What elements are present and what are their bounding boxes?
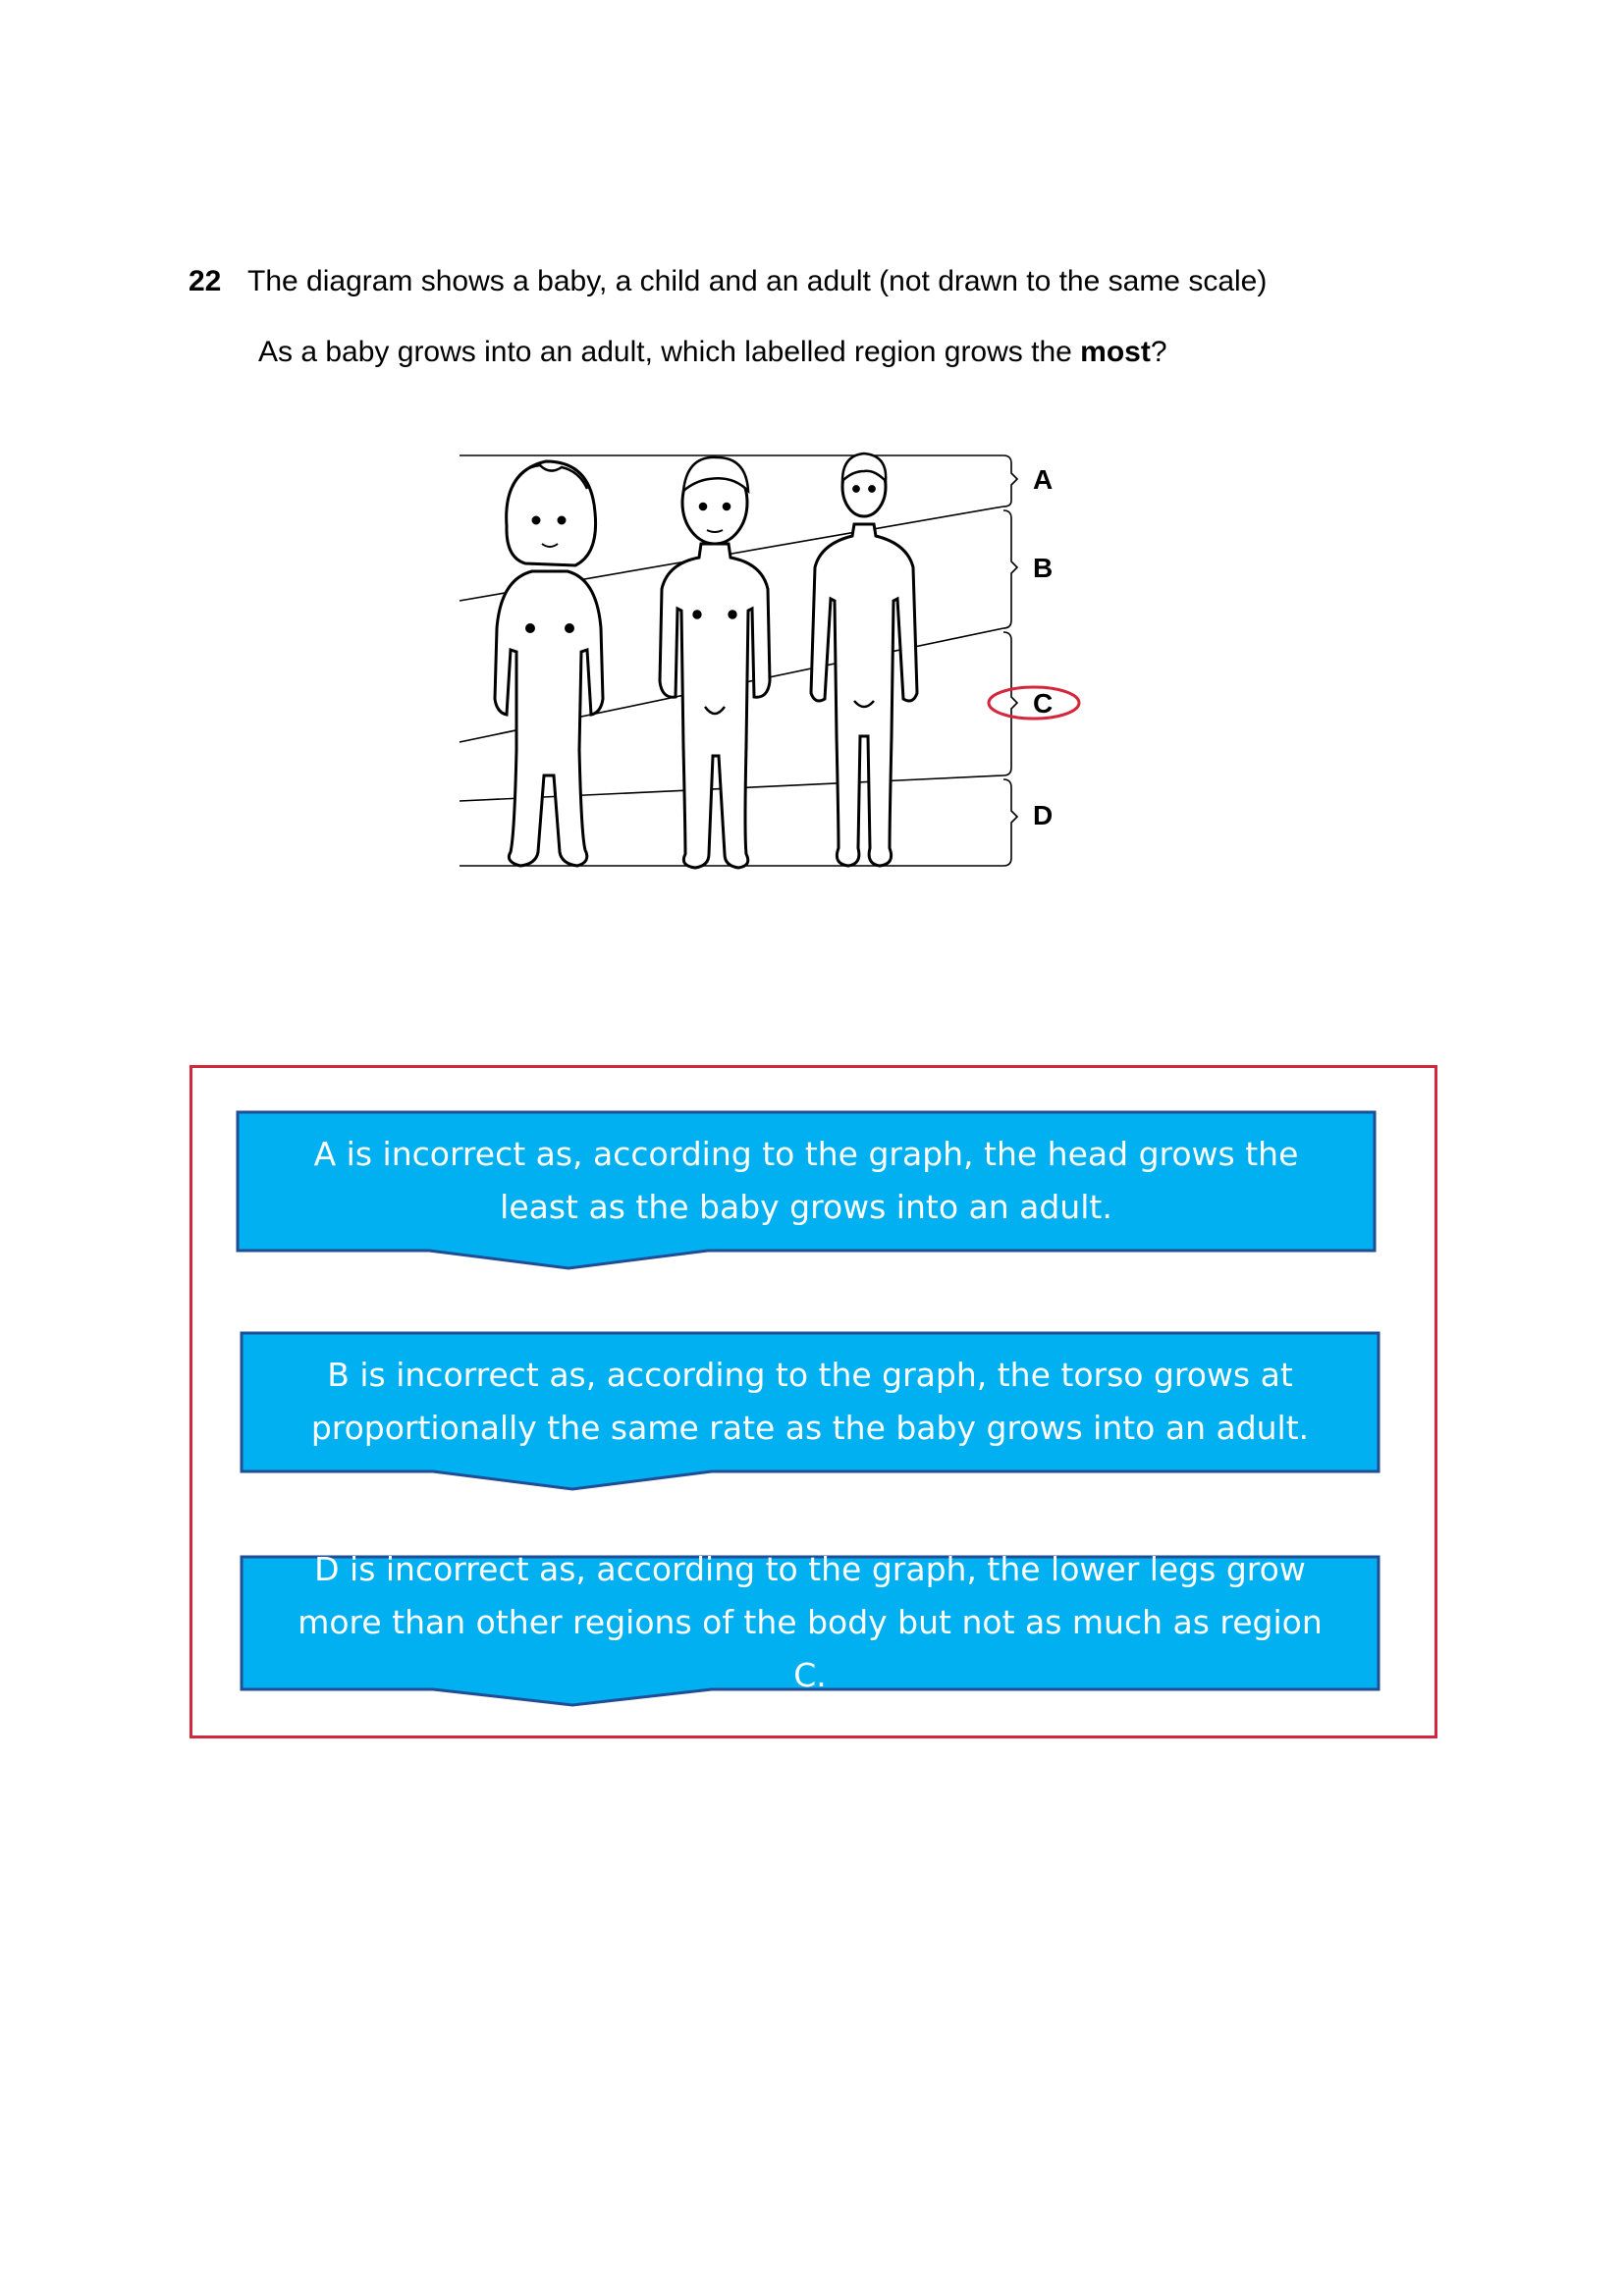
brace-b	[1003, 510, 1017, 628]
child-figure	[660, 457, 770, 868]
growth-diagram	[452, 442, 1100, 883]
region-label-c: C	[1033, 688, 1054, 719]
feedback-banner-a	[237, 1111, 1376, 1268]
region-label-d: D	[1033, 800, 1054, 830]
question-prompt	[258, 336, 1167, 369]
feedback-b-text: B is incorrect as, according to the graph, the torso grows at proportionally the same rate as the baby grows into an adult.	[310, 1356, 1310, 1447]
feedback-banner-d	[241, 1550, 1380, 1713]
prompt-emphasis: most	[1080, 336, 1151, 368]
region-label-a: A	[1033, 464, 1054, 495]
prompt-start: As a baby grows into an adult, which labelled region grows the	[258, 336, 1081, 368]
feedback-d-text: D is incorrect as, according to the graph, the lower legs grow more than other regions of the body but not as much as region C.	[298, 1550, 1323, 1694]
question-text: The diagram shows a baby, a child and an adult (not drawn to the same scale)	[247, 265, 1268, 297]
adult-figure	[811, 454, 917, 866]
region-label-b: B	[1033, 553, 1054, 583]
prompt-end: ?	[1150, 336, 1167, 368]
brace-d	[1003, 779, 1017, 866]
brace-a	[1003, 455, 1017, 507]
feedback-a-text: A is incorrect as, according to the graph, the head grows the least as the baby grows into an adult.	[313, 1135, 1299, 1226]
feedback-banner-b	[241, 1332, 1380, 1489]
question-number: 22	[189, 265, 222, 297]
brace-c	[1003, 632, 1017, 775]
baby-figure	[495, 461, 603, 866]
